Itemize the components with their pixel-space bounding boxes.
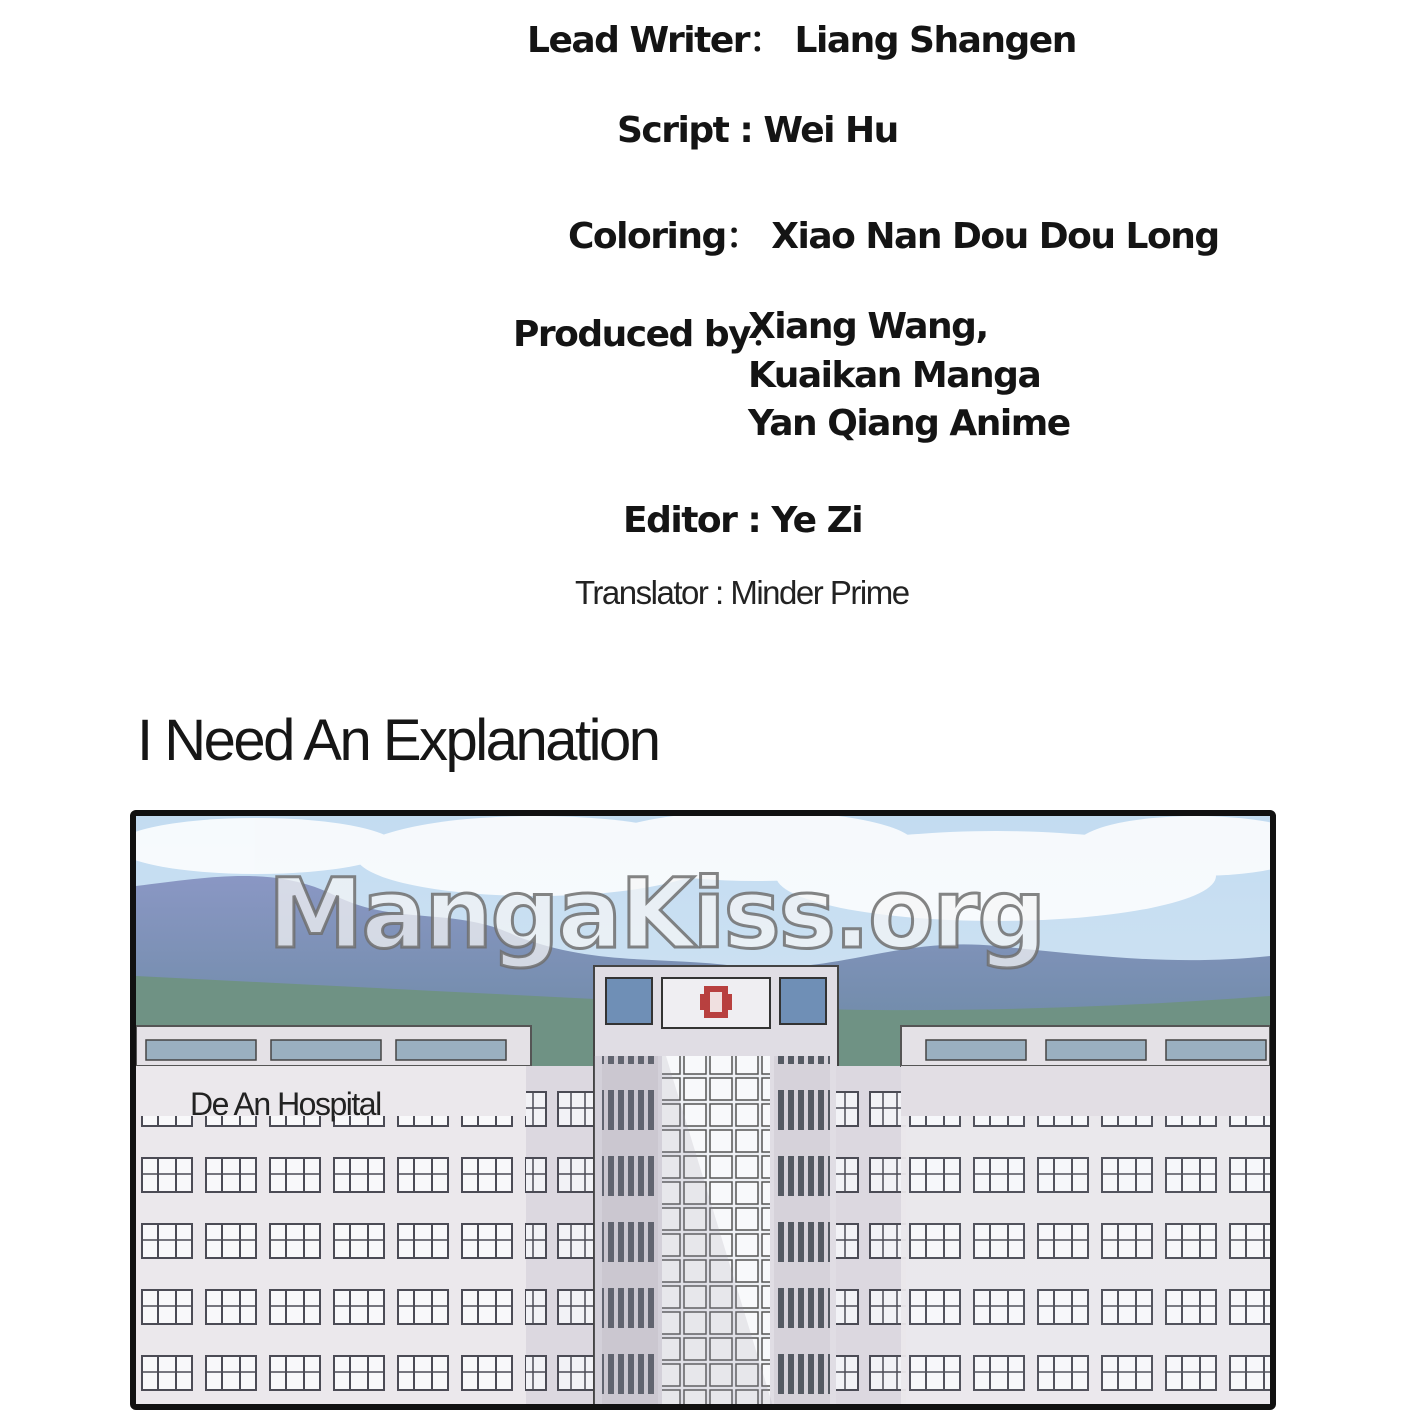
credit-label: Lead Writer： bbox=[527, 20, 784, 61]
credit-label: Editor : bbox=[623, 500, 761, 541]
chapter-title: I Need An Explanation bbox=[137, 708, 659, 773]
watermark-logo: MangaKiss.org bbox=[268, 858, 1045, 970]
left-wing bbox=[136, 1026, 596, 1404]
credit-produced-by-value-3: Yan Qiang Anime bbox=[748, 403, 1070, 444]
right-connector bbox=[836, 1066, 906, 1404]
credit-coloring bbox=[568, 208, 1219, 259]
credit-value: Ye Zi bbox=[771, 500, 863, 541]
credit-translator bbox=[575, 574, 909, 612]
credit-value: Minder Prime bbox=[730, 574, 909, 611]
hospital-sign: De An Hospital bbox=[190, 1086, 381, 1122]
credit-value: Xiao Nan Dou Dou Long bbox=[771, 216, 1219, 257]
credit-value: Liang Shangen bbox=[794, 20, 1076, 61]
credit-label: Coloring： bbox=[568, 216, 761, 257]
credit-lead-writer bbox=[527, 12, 1076, 63]
credit-label: Translator : bbox=[575, 574, 731, 611]
credit-produced-by-value-1: Xiang Wang, bbox=[748, 306, 988, 347]
credit-script bbox=[617, 110, 898, 151]
credit-produced-by-value-2: Kuaikan Manga bbox=[748, 355, 1041, 396]
credit-label: Script : bbox=[617, 110, 753, 151]
credit-produced-by-label: Produced by： bbox=[513, 314, 785, 355]
right-wing bbox=[901, 1026, 1270, 1404]
credit-editor bbox=[623, 500, 862, 541]
credit-value: Wei Hu bbox=[763, 110, 898, 151]
red-cross-icon bbox=[700, 986, 732, 1018]
